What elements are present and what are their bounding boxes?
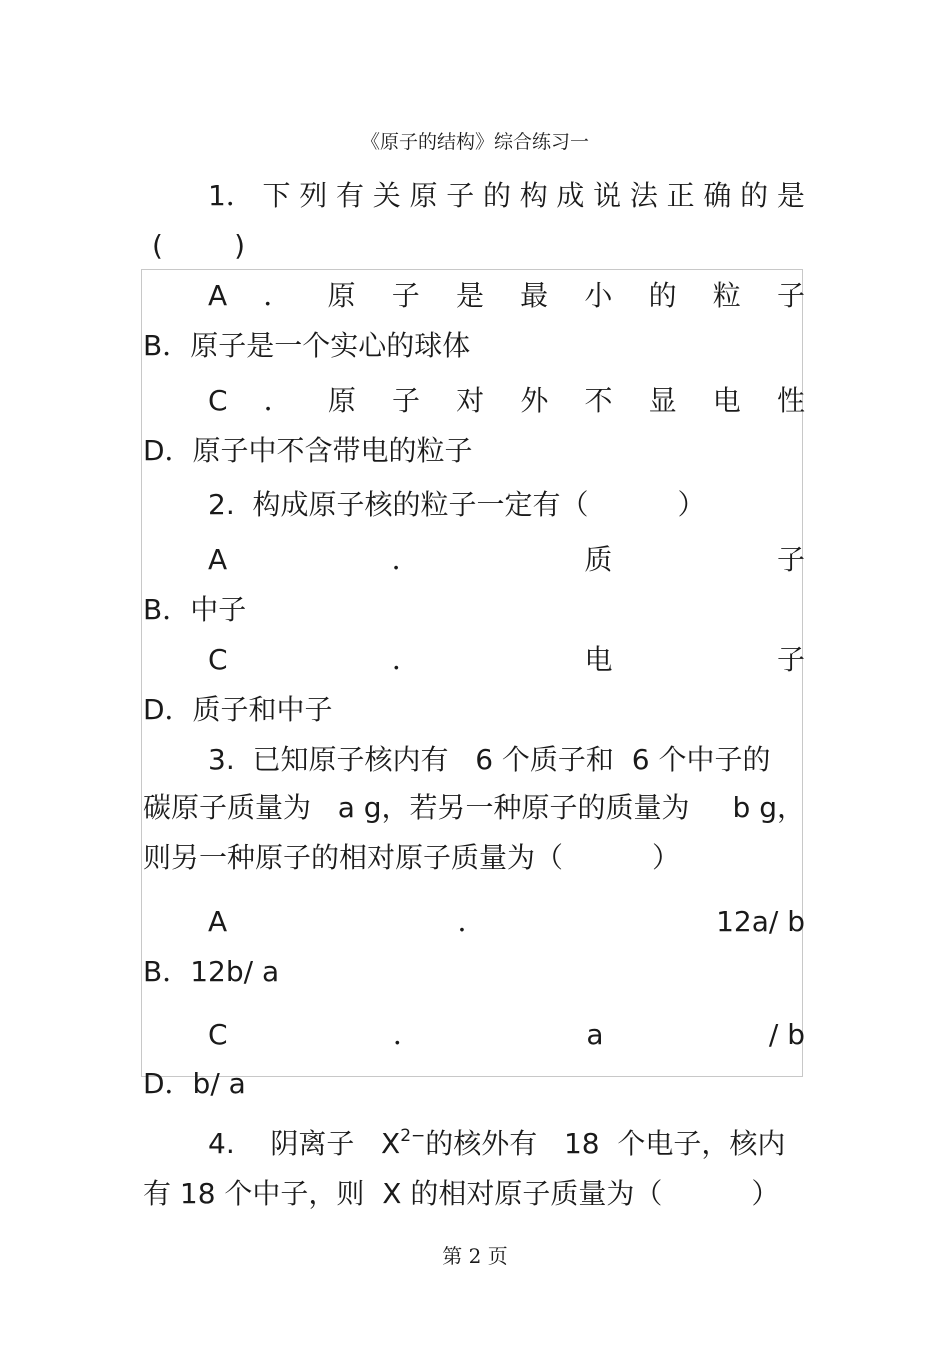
page-title: 《原子的结构》综合练习一 xyxy=(360,131,589,153)
q1-option-b: B．原子是一个实心的球体 xyxy=(143,329,471,362)
q2-option-d: D．质子和中子 xyxy=(143,693,333,726)
q3-stem-line-1: 3. 已知原子核内有 6 个质子和 6 个中子的 xyxy=(208,743,771,776)
q1-stem: 1． 下 列 有 关 原 子 的 构 成 说 法 正 确 的 是 xyxy=(208,179,805,212)
q1-option-a: A ． 原 子 是 最 小 的 粒 子 xyxy=(208,279,805,312)
q2-stem: 2. 构成原子核的粒子一定有（ ） xyxy=(208,488,706,521)
charge-superscript: 2− xyxy=(400,1126,426,1146)
q3-stem-line-2: 碳原子质量为 a g，若另一种原子的质量为 b g， xyxy=(143,791,805,824)
q4-stem-line-2: 有 18 个中子，则 X 的相对原子质量为（ ） xyxy=(143,1177,780,1210)
q3-option-a: A ． 12a/ b xyxy=(208,905,805,938)
q3-option-d: D．b/ a xyxy=(143,1067,246,1100)
q1-answer-paren: ( ) xyxy=(152,229,246,262)
page-number: 第 2 页 xyxy=(442,1244,508,1268)
q2-option-a: A ． 质 子 xyxy=(208,543,805,576)
q1-option-d: D．原子中不含带电的粒子 xyxy=(143,434,473,467)
q1-option-c: C ． 原 子 对 外 不 显 电 性 xyxy=(208,384,805,417)
q2-option-b: B．中子 xyxy=(143,593,247,626)
q2-option-c: C ． 电 子 xyxy=(208,643,805,676)
q3-stem-line-3: 则另一种原子的相对原子质量为（ ） xyxy=(143,841,681,874)
q3-option-b: B．12b/ a xyxy=(143,955,280,988)
q4-stem-line-1: 4. 阴离子 $X^{2-}$的核外有 18 个电子，核内 xyxy=(208,1126,786,1160)
q3-option-c: C ． a / b xyxy=(208,1018,805,1051)
